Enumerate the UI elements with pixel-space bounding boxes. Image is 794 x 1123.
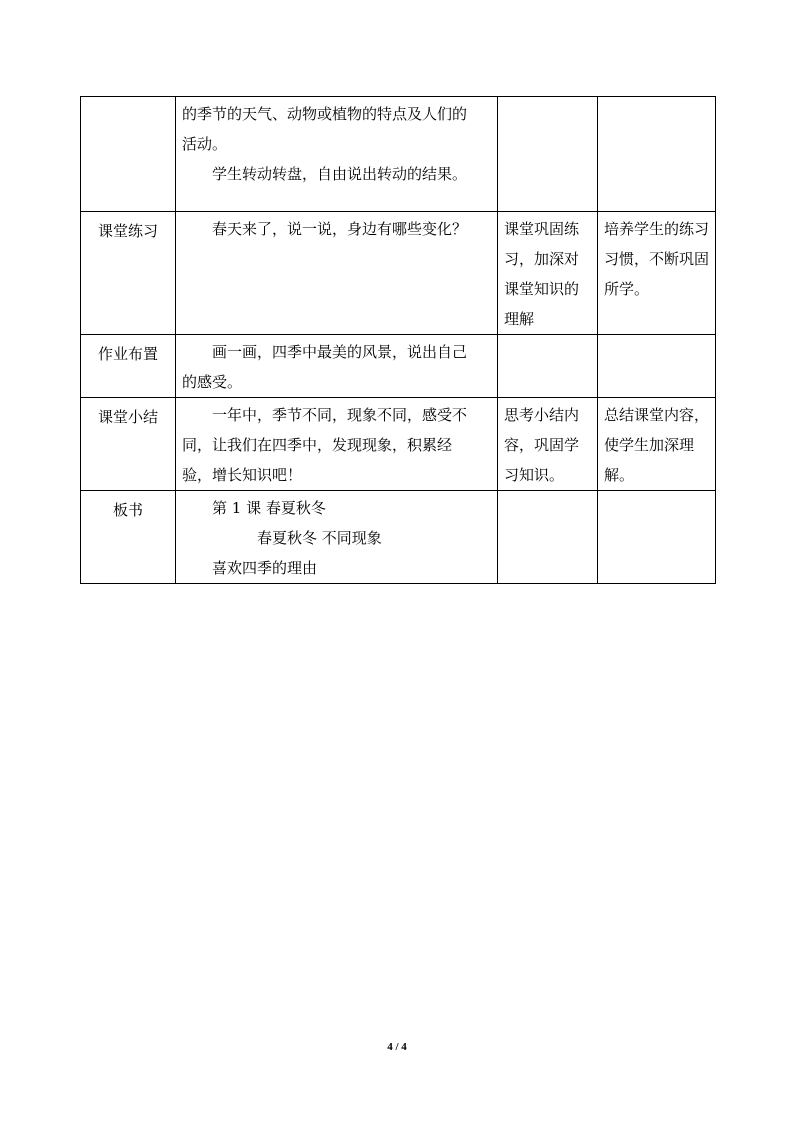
content-line: 的感受。 (182, 373, 243, 391)
row-content (176, 97, 498, 212)
content-line: 一年中，季节不同，现象不同，感受不 (212, 406, 468, 424)
table-row (81, 398, 716, 491)
lesson-plan-table (80, 96, 716, 584)
row-content (176, 398, 498, 491)
row-label: 作业布置 (81, 335, 176, 398)
row-label: 板书 (81, 491, 176, 584)
row-purpose (598, 335, 716, 398)
row-content (176, 491, 498, 584)
content-line: 活动。 (182, 135, 228, 153)
row-intent (498, 335, 598, 398)
content-line: 春夏秋冬 不同现象 (257, 529, 382, 547)
row-purpose (598, 491, 716, 584)
table-row (81, 212, 716, 335)
row-content (176, 212, 498, 335)
row-intent (498, 491, 598, 584)
table-row (81, 335, 716, 398)
content-line: 验，增长知识吧！ (182, 466, 303, 484)
content-line: 的季节的天气、动物或植物的特点及人们的 (182, 105, 468, 123)
table-row (81, 97, 716, 212)
row-intent: 思考小结内容，巩固学习知识。 (498, 398, 598, 491)
content-line: 同，让我们在四季中，发现现象，积累经 (182, 436, 453, 454)
table-row (81, 491, 716, 584)
content-line: 第 1 课 春夏秋冬 (212, 499, 326, 517)
content-line: 学生转动转盘，自由说出转动的结果。 (212, 165, 468, 183)
row-purpose: 培养学生的练习习惯，不断巩固所学。 (598, 212, 716, 335)
row-purpose (598, 97, 716, 212)
content-line: 春天来了，说一说，身边有哪些变化？ (212, 220, 468, 238)
row-label: 课堂练习 (81, 212, 176, 335)
content-line: 画一画，四季中最美的风景，说出自己 (212, 343, 468, 361)
row-purpose: 总结课堂内容，使学生加深理解。 (598, 398, 716, 491)
row-intent (498, 97, 598, 212)
row-label: 课堂小结 (81, 398, 176, 491)
content-line: 喜欢四季的理由 (212, 559, 318, 577)
row-label (81, 97, 176, 212)
page-number: 4 / 4 (387, 1041, 407, 1053)
row-intent: 课堂巩固练习，加深对课堂知识的理解 (498, 212, 598, 335)
row-content (176, 335, 498, 398)
